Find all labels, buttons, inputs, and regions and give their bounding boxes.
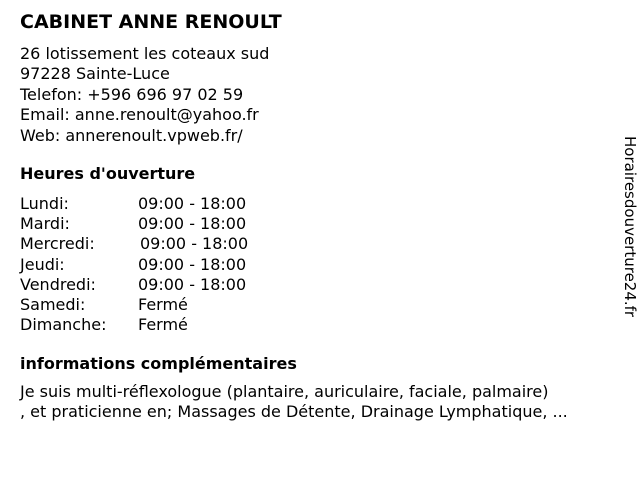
day-label: Lundi: [20, 194, 69, 213]
opening-hours-heading: Heures d'ouverture [20, 164, 196, 183]
day-label: Dimanche: [20, 315, 107, 335]
additional-info-heading: informations complémentaires [20, 354, 297, 373]
day-hours: 09:00 - 18:00 [138, 194, 247, 213]
info-line: , et praticienne en; Massages de Détente, Drainage Lymphatique, ... [20, 402, 568, 422]
business-name: CABINET ANNE RENOULT [20, 11, 282, 33]
additional-info-text [20, 382, 568, 423]
day-label: Jeudi: [20, 254, 65, 274]
day-hours: Fermé [138, 315, 188, 335]
day-hours: 09:00 - 18:00 [138, 254, 247, 274]
day-hours: 09:00 - 18:00 [140, 234, 249, 254]
contact-block [20, 44, 269, 146]
phone-line: Telefon: +596 696 97 02 59 [20, 84, 244, 104]
web-line: Web: annerenoult.vpweb.fr/ [20, 125, 243, 145]
email-line: Email: anne.renoult@yahoo.fr [20, 105, 259, 125]
address-city: 97228 Sainte-Luce [20, 64, 170, 84]
day-label: Mercredi: [20, 234, 95, 254]
info-line: Je suis multi-réflexologue (plantaire, auriculaire, faciale, palmaire) [20, 382, 549, 401]
day-label: Vendredi: [20, 274, 96, 294]
address-street: 26 lotissement les coteaux sud [20, 44, 270, 63]
day-hours: Fermé [138, 294, 188, 314]
day-hours: 09:00 - 18:00 [138, 274, 247, 294]
day-label: Mardi: [20, 214, 70, 234]
site-watermark: Horairesdouverture24.fr [621, 136, 639, 318]
day-hours: 09:00 - 18:00 [138, 214, 247, 234]
day-label: Samedi: [20, 294, 86, 314]
